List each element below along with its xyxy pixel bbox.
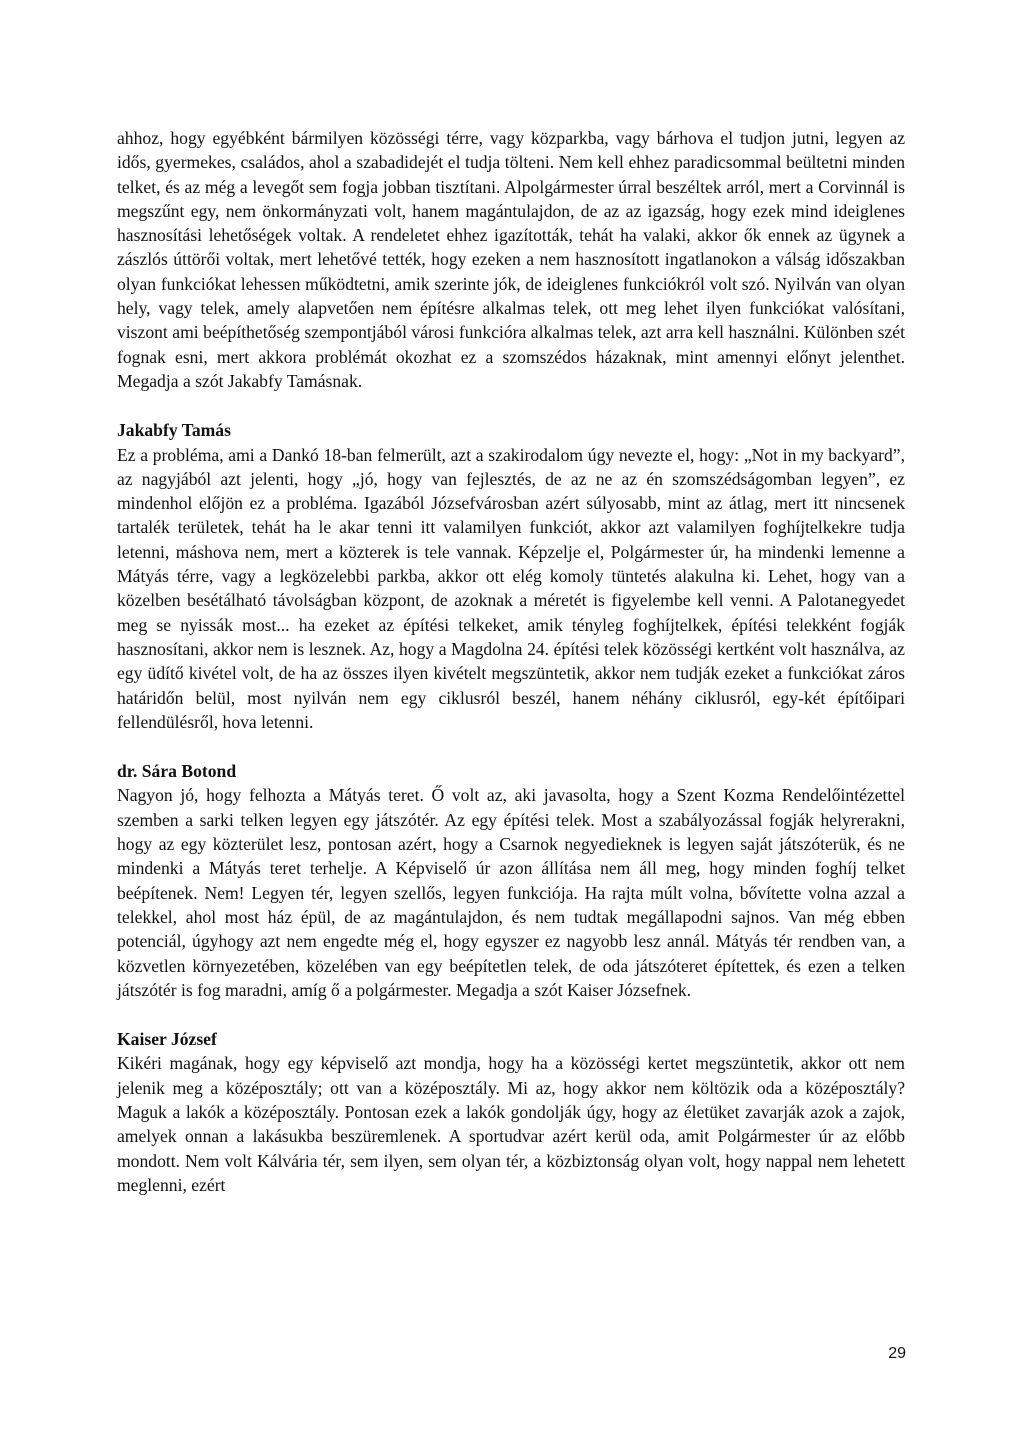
speech-section (117, 418, 905, 734)
speaker-name: dr. Sára Botond (117, 761, 237, 782)
speaker-name: Kaiser József (117, 1029, 217, 1050)
speech-section (117, 1027, 905, 1197)
page-number: 29 (888, 1345, 906, 1362)
speaker-name: Jakabfy Tamás (117, 420, 231, 441)
speech-text: Ez a probléma, ami a Dankó 18-ban felmerült, azt a szakirodalom úgy nevezte el, hogy: „Not in my backyard”, az nagyjából azt jelenti, hogy „jó, hogy van fejlesztés, de az ne az én szomszédságomban legyen”, ez mindenhol előjön ez a probléma. Igazából Józsefvárosban azért súlyosabb, mint az átlag, mert itt nincsenek tartalék területek, tehát ha le akar tenni itt valamilyen funkciót, akkor azt valamilyen foghíjtelkekre tudja letenni, máshova nem, mert a közterek is tele vannak. Képzelje el, Polgármester úr, ha mindenki lemenne a Mátyás térre, vagy a legközelebbi parkba, akkor ott elég komoly tüntetés alakulna ki. Lehet, hogy van a közelben besétálható távolságban központ, de azoknak a méretét is figyelembe kell venni. A Palotanegyedet meg se nyissák most... ha ezeket az építési telkeket, amik tényleg foghíjtelkek, építési telekként fogják hasznosítani, akkor nem is lesznek. Az, hogy a Magdolna 24. építési telek közösségi kertként volt használva, az egy üdítő kivétel volt, de ha az összes ilyen kivételt megszüntetik, akkor nem tudják ezeket a funkciókat záros határidőn belül, most nyilván nem egy ciklusról beszél, hanem néhány ciklusról, egy-két építőipari fellendülésről, hova letenni. (117, 444, 905, 732)
intro-paragraph: ahhoz, hogy egyébként bármilyen közösségi térre, vagy közparkba, vagy bárhova el tudjon jutni, legyen az idős, gyermekes, családos, ahol a szabadidejét el tudja tölteni. Nem kell ehhez paradicsommal beültetni minden telket, és az még a levegőt sem fogja jobban tisztítani. Alpolgármester úrral beszéltek arról, mert a Corvinnál is megszűnt egy, nem önkormányzati volt, hanem magántulajdon, de az az igazság, hogy ezek mind ideiglenes hasznosítási lehetőségek voltak. A rendeletet ehhez igazították, tehát ha valaki, akkor ők ennek az ügynek a zászlós úttörői voltak, mert lehetővé tették, hogy ezeken a nem hasznosított ingatlanokon a válság időszakban olyan funkciókat lehessen működtetni, amik szerinte jók, de ideiglenes funkciókról volt szó. Nyilván van olyan hely, vagy telek, amely alapvetően nem építésre alkalmas telek, ott meg lehet ilyen funkciókat valósítani, viszont ami beépíthetőség szempontjából városi funkcióra alkalmas telek, azt arra kell használni. Különben szét fognak esni, mert akkora problémát okozhat ez a szomszédos házaknak, mint amennyi előnyt jelenthet. Megadja a szót Jakabfy Tamásnak. (117, 128, 905, 391)
document-body (117, 126, 905, 1197)
speech-section (117, 759, 905, 1002)
speech-text: Kikéri magának, hogy egy képviselő azt mondja, hogy ha a közösségi kertet megszüntetik, akkor ott nem jelenik meg a középosztály; ott van a középosztály. Mi az, hogy akkor nem költözik oda a középosztály? Maguk a lakók a középosztály. Pontosan ezek a lakók gondolják úgy, hogy az életüket zavarják azok a zajok, amelyek onnan a lakásukba beszüremlenek. A sportudvar azért kerül oda, amit Polgármester úr az előbb mondott. Nem volt Kálvária tér, sem ilyen, sem olyan tér, a közbiztonság olyan volt, hogy nappal nem lehetett meglenni, ezért (117, 1053, 905, 1195)
speech-text: Nagyon jó, hogy felhozta a Mátyás teret. Ő volt az, aki javasolta, hogy a Szent Kozma Rendelőintézettel szemben a sarki telken legyen egy játszótér. Az egy építési telek. Most a szabályozással fogják helyrerakni, hogy az egy közterület lesz, pontosan azért, hogy a Csarnok negyedieknek is legyen saját játszóterük, és ne mindenki a Mátyás teret terhelje. A Képviselő úr azon állítása nem áll meg, hogy minden foghíj telket beépítenek. Nem! Legyen tér, legyen szellős, legyen funkciója. Ha rajta múlt volna, bővítette volna azzal a telekkel, ahol most ház épül, de az magántulajdon, és nem tudtak megállapodni sajnos. Van még ebben potenciál, úgyhogy azt nem engedte még el, hogy egyszer ez nagyobb lesz annál. Mátyás tér rendben van, a közvetlen környezetében, közelében van egy beépítetlen telek, de oda játszóteret építettek, és ezen a telken játszótér is fog maradni, amíg ő a polgármester. Megadja a szót Kaiser Józsefnek. (117, 785, 905, 1000)
